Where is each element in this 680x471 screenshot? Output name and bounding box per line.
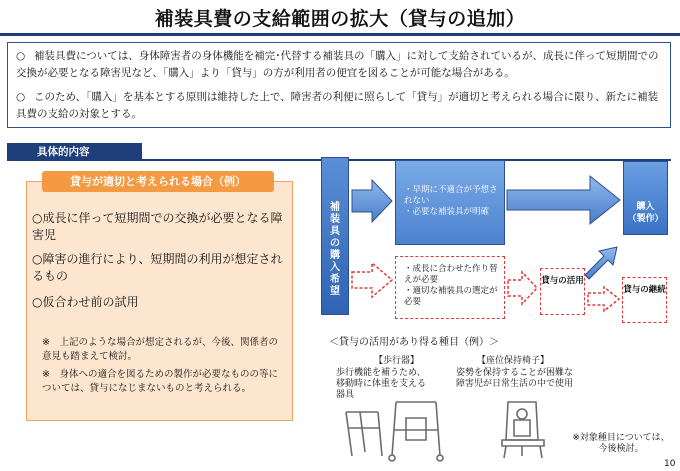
page-title: 補装具費の支給範囲の拡大（貸与の追加） (154, 8, 526, 30)
rental-conditions-box (395, 256, 505, 319)
purchase-condition-2: ・必要な補装具が明確 (404, 207, 490, 217)
rental-condition-1: ・成長に合わせた作り替えが必要 (404, 264, 498, 285)
rental-use-box: 貸与の活用 (540, 268, 585, 315)
case-item-growing-child: ○成長に伴って短期間での交換が必要となる障害児 (32, 211, 283, 242)
examples-title: ＜貸与の活用があり得る種目（例）＞ (329, 337, 499, 348)
footnote: ※対象種目については、今後検討。 (572, 433, 670, 454)
arrow-rental-to-purchase (585, 247, 617, 279)
case-item-trial: ○仮合わせ前の試用 (32, 295, 139, 309)
walker-heading: 【歩行器】 (374, 356, 420, 366)
purchase-sub-label: （製作） (627, 214, 664, 224)
walker-illustration (346, 402, 443, 461)
rental-continue-box: 貸与の継続 (622, 277, 667, 323)
cases-note-1: ※ 上記のような場合が想定されるが、今後、関係者の意見も踏まえて検討。 (42, 337, 278, 362)
arrow-to-rental-continue (588, 287, 619, 311)
purchase-box (623, 161, 668, 235)
purchase-request-label: 補装具の購入希望 (330, 202, 340, 297)
section-heading: 具体的内容 (7, 143, 142, 161)
walker-description: 歩行機能を補うため、移動時に体重を支える器具 (336, 368, 427, 400)
arrow-to-rental-condition (352, 263, 392, 297)
rental-condition-2: ・適切な補装具の選定が必要 (404, 286, 498, 307)
chair-heading: 【座位保持椅子】 (477, 356, 550, 366)
purchase-label: 購入 (636, 202, 655, 212)
purchase-request-box (321, 157, 349, 315)
cases-heading: 貸与が適切と考えられる場合（例） (42, 171, 274, 192)
purchase-condition-1: ・早期に不適合が予想されない (404, 185, 498, 206)
seating-chair-illustration (502, 402, 544, 458)
arrow-to-purchase (507, 176, 620, 224)
chair-description: 姿勢を保持することが困難な障害児が日常生活の中で使用 (456, 368, 574, 389)
bullet-circle: ○ (16, 91, 26, 103)
arrow-to-purchase-condition (352, 180, 392, 222)
cases-note-2: ※ 身体への適合を図るための製作が必要なものの等については、貸与になじまないものと考えられる。 (42, 369, 278, 394)
intro-paragraph-1: ○ 補装具費については、身体障害者の身体機能を補完･代替する補装具の「購入」に対して支給されているが、成長に伴って短期間での交換が必要となる障害児など、「購入」より「貸与」の方が利用者の便宜を図ることが可能な場合がある。 (16, 50, 659, 79)
bullet-circle: ○ (16, 50, 26, 62)
arrow-to-rental-use (508, 272, 537, 304)
intro-paragraph-2: ○ このため、「購入」を基本とする原則は維持した上で、障害者の利便に照らして「貸与」が適切と考えられる場合に限り、新たに補装具費の支給の対象とする。 (16, 91, 659, 120)
case-item-progression: ○障害の進行により、短期間の利用が想定されるもの (32, 252, 283, 283)
page-number: 10 (664, 459, 676, 469)
purchase-conditions-box (395, 160, 505, 245)
